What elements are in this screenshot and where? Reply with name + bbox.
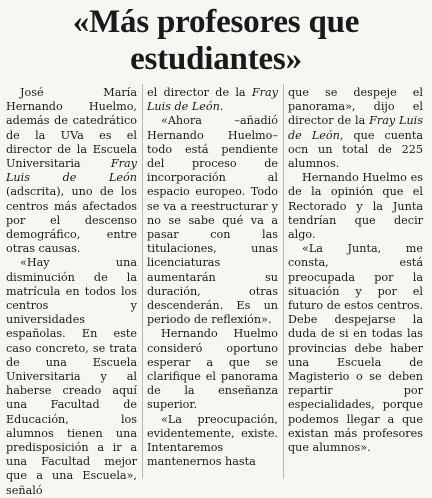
article-column-1 <box>6 86 137 498</box>
headline-line-2: estudiantes» <box>130 41 302 77</box>
paragraph-wait: Hernando Huelmo consideró oportuno esperar a que se clarifique el panorama de la enseñanza superior. <box>147 327 278 412</box>
paragraph-quote-junta: «La Junta, me consta, está preocupada por la situación y por el futuro de estos centros. Debe despejarse la duda de si en todas las provincias debe haber una Escuela de Magisterio o se deben repartir por especialidades, porque podemos llegar a que existan más profesores que alumnos». <box>288 242 423 455</box>
paragraph-quote-europe: «Ahora –añadió Hernando Huelmo– todo está pendiente del proceso de incorporación al espacio europeo. Todo se va a reestructurar y no se sabe qué va a pasar con las titulaciones, unas licenciaturas aumentarán su duración, otras descenderán. Es un periodo de reflexión». <box>147 114 278 327</box>
article-column-3 <box>288 86 423 455</box>
paragraph-opinion: Hernando Huelmo es de la opinión que el Rectorado y la Junta tendrían que decir algo. <box>288 171 423 242</box>
paragraph-intro: José María Hernando Huelmo, además de catedrático de la UVa es el director de la Escuela Universitaria Fray Luis de León (adscrita), uno de los centros más afectados por el descenso demográfico, entre otras causas. <box>6 86 137 256</box>
column-divider-1 <box>142 84 143 479</box>
headline-line-1: «Más profesores que <box>72 4 360 40</box>
paragraph-panorama: que se despeje el panorama», dijo el director de la Fray Luis de León, que cuenta ocn un total de 225 alumnos. <box>288 86 423 171</box>
school-name: Fray Luis de León <box>6 157 137 185</box>
headline <box>0 4 432 78</box>
column-divider-2 <box>283 84 284 479</box>
school-name: Fray Luis de León <box>288 114 423 142</box>
paragraph-quote-enrollment: «Hay una disminución de la matrícula en todos los centros y universidades españolas. En este caso concreto, se trata de una Escuela Universitaria y al haberse creado aquí una Facultad de Educación, los alumnos tienen una predisposición a ir a una Facultad mejor que a una Escuela», señaló <box>6 256 137 497</box>
school-name: Fray Luis de León <box>147 86 278 114</box>
paragraph-continuation: el director de la Fray Luis de León. <box>147 86 278 114</box>
paragraph-quote-concern: «La preocupación, evidentemente, existe. Intentaremos mantenernos hasta <box>147 412 278 469</box>
article-column-2 <box>147 86 278 469</box>
